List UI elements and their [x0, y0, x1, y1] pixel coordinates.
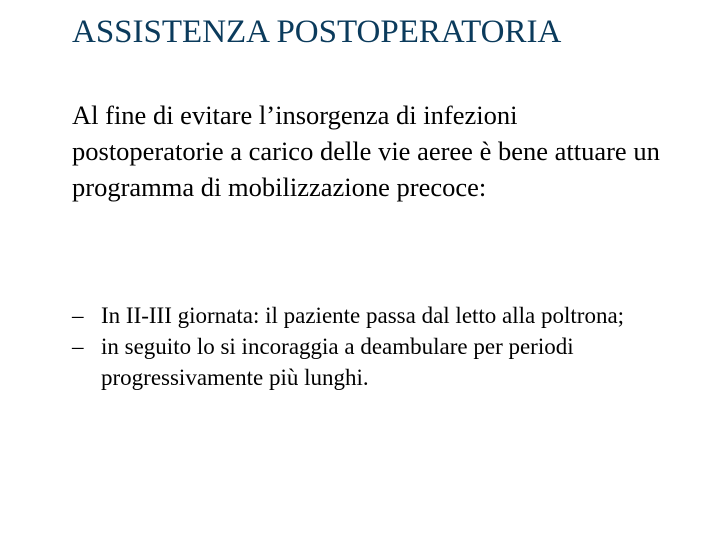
bullet-text: In II-III giornata: il paziente passa dal letto alla poltrona; — [101, 303, 625, 328]
intro-paragraph: Al fine di evitare l’insorgenza di infezioni postoperatorie a carico delle vie aeree è bene attuare un programma di mobilizzazione precoce: — [72, 100, 660, 202]
list-item — [72, 331, 692, 393]
bullet-dash: – — [72, 303, 84, 328]
bullet-list — [72, 300, 692, 393]
list-item — [72, 300, 692, 331]
bullet-text: in seguito lo si incoraggia a deambulare per periodi progressivamente più lunghi. — [101, 334, 574, 390]
bullet-dash: – — [72, 334, 84, 359]
slide-title: ASSISTENZA POSTOPERATORIA — [72, 14, 562, 50]
